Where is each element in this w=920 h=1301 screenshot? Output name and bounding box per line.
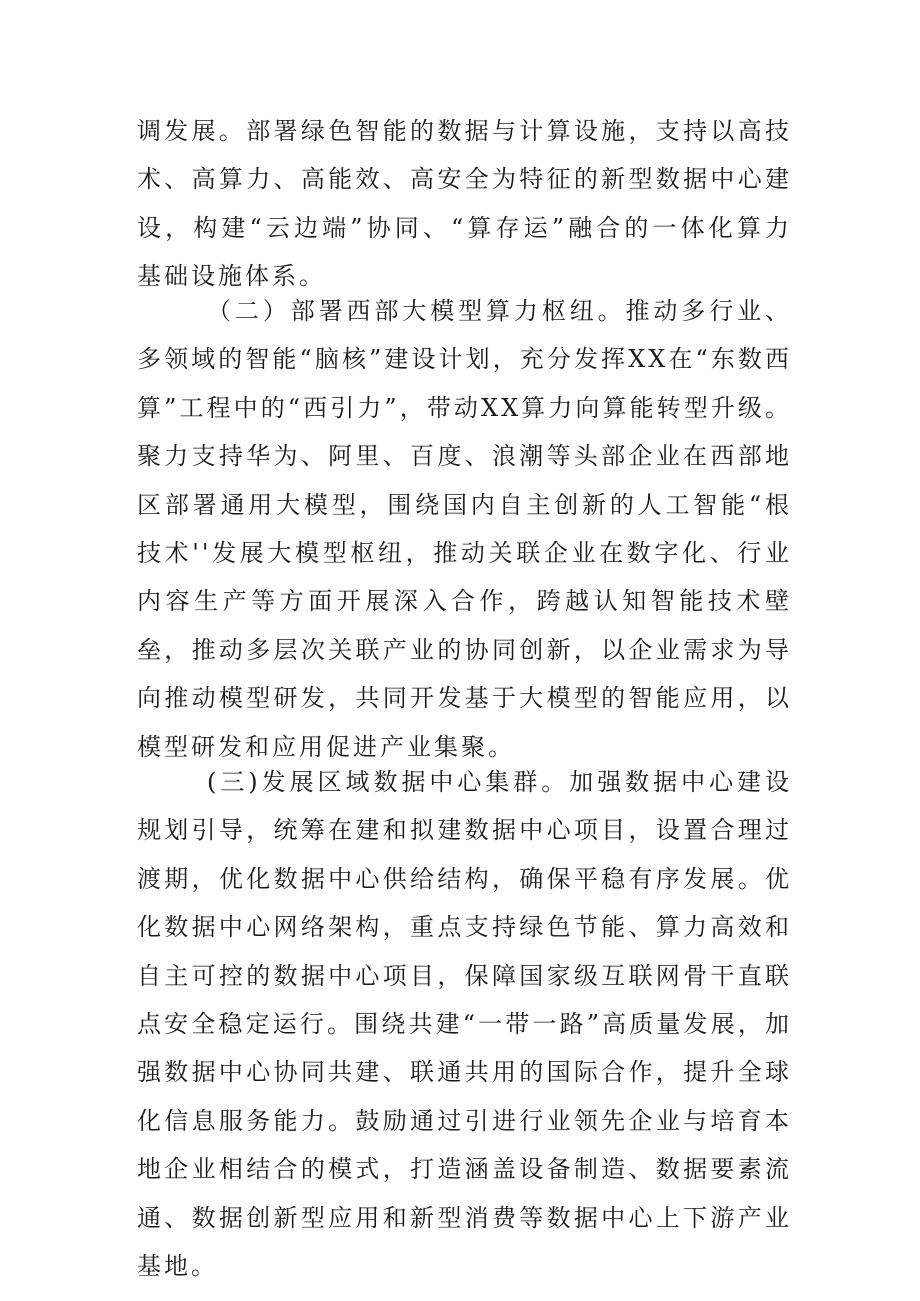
paragraph-section-2 xyxy=(137,287,792,771)
paragraph-body: 推动多行业、多领域的智能“脑核”建设计划，充分发挥XX在“东数西算”工程中的“西引力”，带动XX算力向算能转型升级。聚力支持华为、阿里、百度、浪潮等头部企业在西部地区部署通用大模型，围绕国内自主创新的人工智能“根技术''发展大模型枢纽，推动关联企业在数字化、行业内容生产等方面开展深入合作，跨越认知智能技术壁垒，推动多层次关联产业的协同创新，以企业需求为导向推动模型研发，共同开发基于大模型的智能应用，以模型研发和应用促进产业集聚。 xyxy=(137,297,792,761)
section-heading: (三)发展区域数据中心集群。 xyxy=(207,768,570,796)
paragraph-body: 加强数据中心建设规划引导，统筹在建和拟建数据中心项目，设置合理过渡期，优化数据中心供给结构，确保平稳有序发展。优化数据中心网络架构，重点支持绿色节能、算力高效和自主可控的数据中心项目，保障国家级互联网骨干直联点安全稳定运行。围绕共建“一带一路”高质量发展，加强数据中心协同共建、联通共用的国际合作，提升全球化信息服务能力。鼓励通过引进行业领先企业与培育本地企业相结合的模式，打造涵盖设备制造、数据要素流通、数据创新型应用和新型消费等数据中心上下游产业基地。 xyxy=(137,768,793,1281)
paragraph-continuation xyxy=(137,107,792,301)
paragraph-body: 调发展。部署绿色智能的数据与计算设施，支持以高技术、高算力、高能效、高安全为特征的新型数据中心建设，构建“云边端”协同、“算存运”融合的一体化算力基础设施体系。 xyxy=(137,117,792,291)
paragraph-section-3 xyxy=(137,758,792,1290)
section-heading: （二）部署西部大模型算力枢纽。 xyxy=(207,297,626,325)
